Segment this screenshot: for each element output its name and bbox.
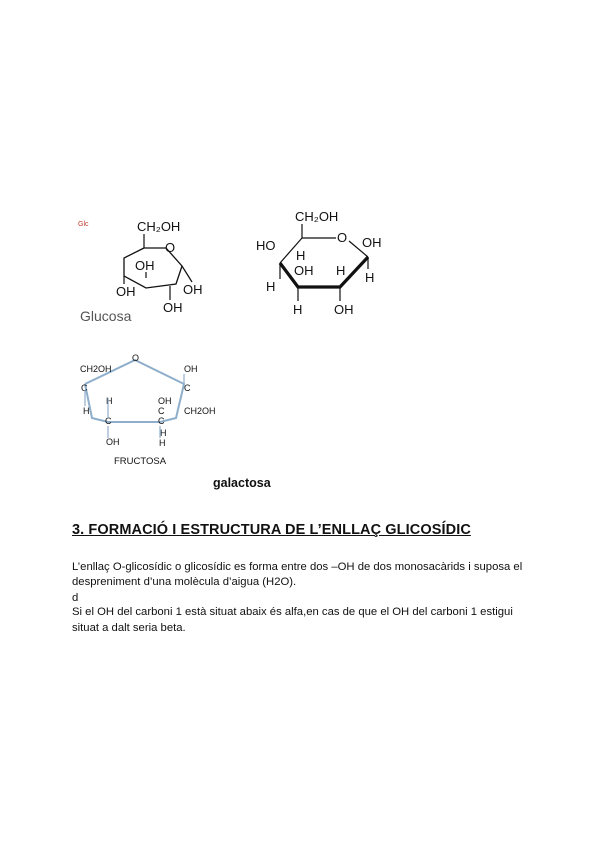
haworth-h-top: H — [296, 248, 306, 263]
glucose-ch2oh: CH₂OH — [137, 219, 181, 234]
section-title: 3. FORMACIÓ I ESTRUCTURA DE L’ENLLAÇ GLICOSÍDIC — [72, 522, 471, 538]
glucose-oh-c4: OH — [135, 258, 155, 273]
fructose-c-mid: C — [158, 406, 165, 416]
glucose-tag: Glc — [78, 221, 89, 228]
glucose-o: O — [165, 240, 176, 255]
fructose-h-b: H — [83, 406, 90, 416]
fructose-h-bottom2: H — [159, 438, 166, 448]
fructose-h-bottom: H — [160, 428, 167, 438]
haworth-ho-left: HO — [256, 238, 276, 253]
paragraph-1-line-2: despreniment d’una molècula d’aigua (H2O). — [72, 576, 297, 588]
glucose-label: Glucosa — [80, 308, 132, 324]
glucose-oh-c1: OH — [183, 282, 203, 297]
fructose-c-br: C — [158, 416, 165, 426]
fructose-oh-mid: OH — [158, 396, 172, 406]
paragraph-2-line-2: situat a dalt seria beta. — [72, 622, 186, 634]
glucose-structure — [70, 212, 220, 332]
paragraph-2-line-1: Si el OH del carboni 1 està situat abaix és alfa,en cas de que el OH del carboni 1 estigui — [72, 606, 513, 618]
haworth-structure — [250, 205, 390, 325]
stray-letter: d — [72, 592, 79, 604]
haworth-h-left: H — [266, 279, 276, 294]
haworth-ch2oh: CH₂OH — [295, 209, 339, 224]
haworth-oh-right: OH — [362, 235, 382, 250]
fructose-structure — [72, 350, 222, 470]
glucose-oh-c2: OH — [163, 300, 183, 315]
haworth-oh-mid: OH — [294, 263, 314, 278]
haworth-o: O — [337, 230, 348, 245]
paragraph-1-line-1: L’enllaç O-glicosídic o glicosídic es forma entre dos –OH de dos monosacàrids i suposa el — [72, 561, 523, 573]
haworth-h-bottom: H — [293, 302, 303, 317]
glucose-bond — [182, 266, 192, 282]
fructose-label: FRUCTOSA — [114, 456, 167, 467]
haworth-h-right: H — [365, 270, 375, 285]
glucose-oh-c3: OH — [116, 284, 136, 299]
haworth-h-mid: H — [336, 263, 346, 278]
fructose-ch2oh-left: CH2OH — [80, 364, 112, 374]
fructose-ch2oh-right: CH2OH — [184, 406, 216, 416]
galactose-label: galactosa — [213, 476, 271, 490]
fructose-oh-bottom: OH — [106, 437, 120, 447]
fructose-oh-top: OH — [184, 364, 198, 374]
fructose-h-a: H — [106, 396, 113, 406]
fructose-c-right: C — [184, 383, 191, 393]
haworth-oh-bottom: OH — [334, 302, 354, 317]
fructose-c-bl: C — [105, 416, 112, 426]
fructose-c-left: C — [81, 383, 88, 393]
fructose-o: O — [132, 353, 140, 363]
